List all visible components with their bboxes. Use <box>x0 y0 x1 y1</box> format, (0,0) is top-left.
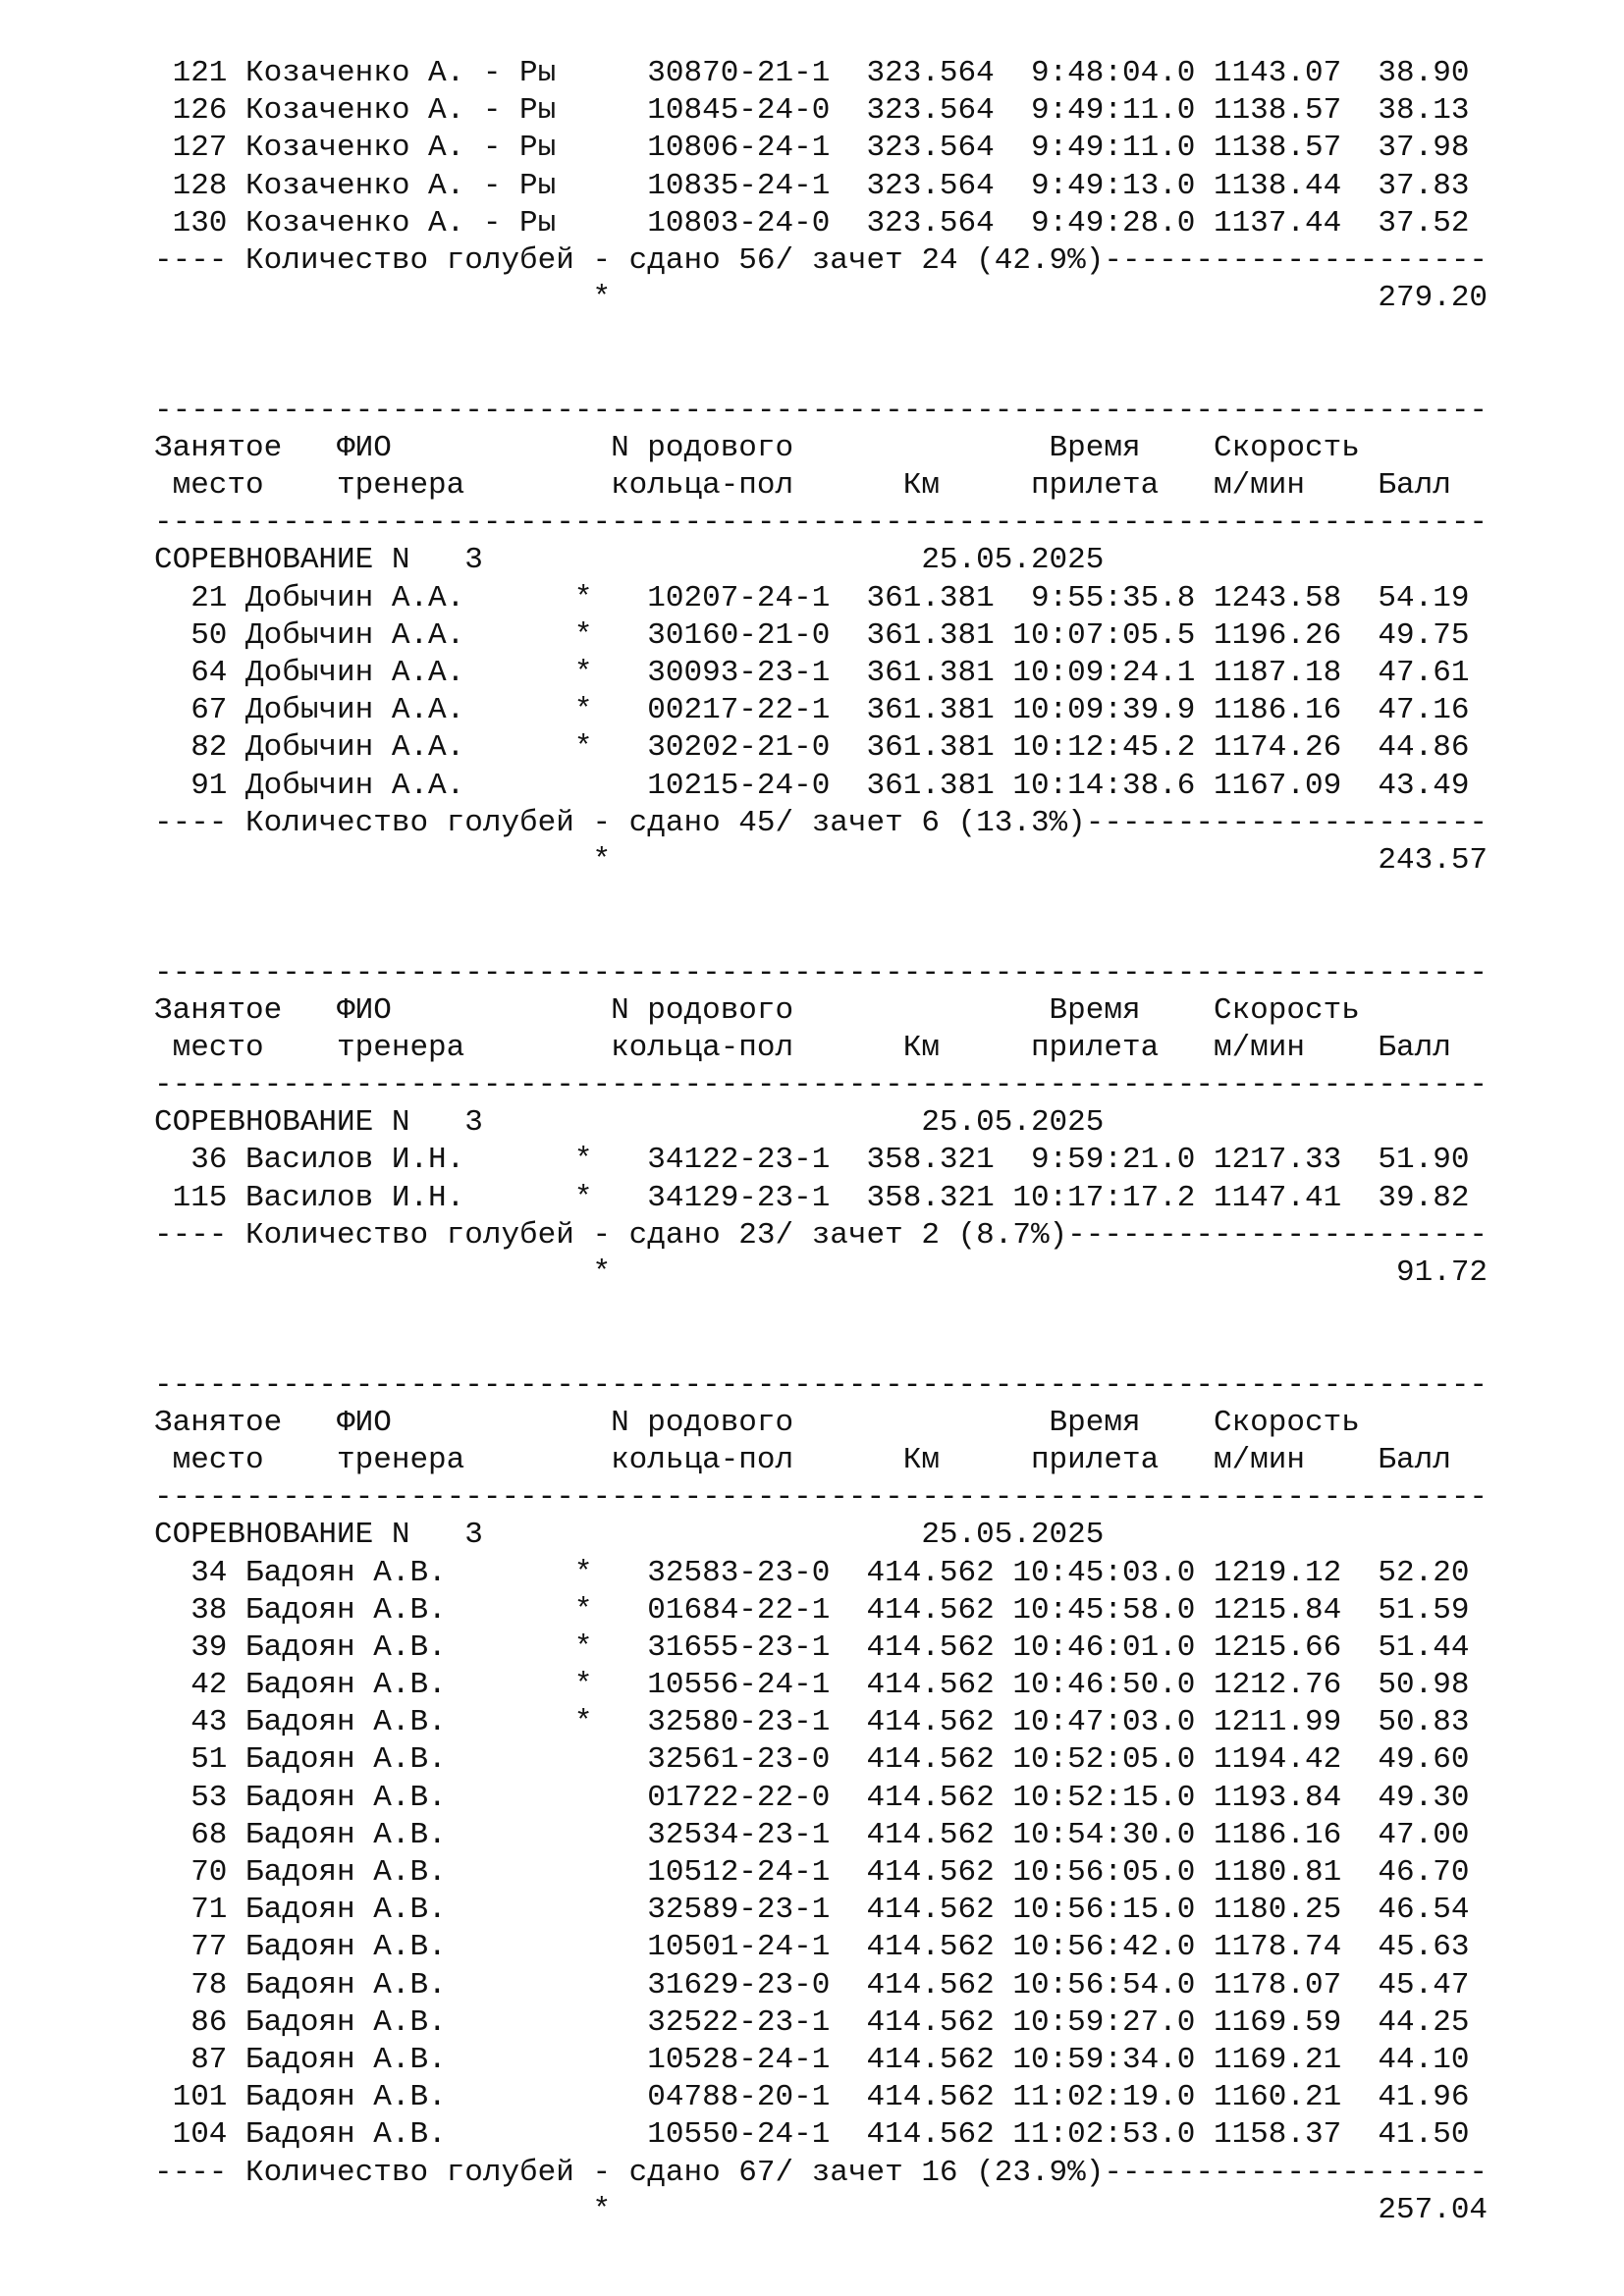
separator-line: ------------------------------------------------------------------------- <box>154 393 1489 428</box>
table-row: 121 Козаченко А. - Ры 30870-21-1 323.564 9:48:04.0 1143.07 38.90 <box>154 56 1470 90</box>
separator-line: ------------------------------------------------------------------------- <box>154 1367 1489 1403</box>
table-row: 38 Бадоян А.В. * 01684-22-1 414.562 10:45:58.0 1215.84 51.59 <box>154 1592 1470 1628</box>
table-row: 67 Добычин А.А. * 00217-22-1 361.381 10:09:39.9 1186.16 47.16 <box>154 693 1470 728</box>
competition-title: СОРЕВНОВАНИЕ N 3 25.05.2025 <box>154 1518 1105 1553</box>
table-row: 87 Бадоян А.В. 10528-24-1 414.562 10:59:34.0 1169.21 44.10 <box>154 2042 1470 2077</box>
table-header-row-1: Занятое ФИО N родового Время Скорость <box>154 430 1360 465</box>
table-row: 128 Козаченко А. - Ры 10835-24-1 323.564 9:49:13.0 1138.44 37.83 <box>154 168 1470 203</box>
table-row: 51 Бадоян А.В. 32561-23-0 414.562 10:52:05.0 1194.42 49.60 <box>154 1742 1470 1778</box>
spacer <box>154 317 1588 354</box>
total-line: * 257.04 <box>154 2192 1489 2227</box>
spacer <box>154 355 1588 393</box>
table-row: 42 Бадоян А.В. * 10556-24-1 414.562 10:46:50.0 1212.76 50.98 <box>154 1668 1470 1703</box>
results-report <box>154 55 1588 2267</box>
spacer <box>154 880 1588 917</box>
spacer <box>154 917 1588 954</box>
table-row: 71 Бадоян А.В. 32589-23-1 414.562 10:56:15.0 1180.25 46.54 <box>154 1893 1470 1928</box>
table-row: 126 Козаченко А. - Ры 10845-24-0 323.564 9:49:11.0 1138.57 38.13 <box>154 93 1470 129</box>
separator-line: ------------------------------------------------------------------------- <box>154 955 1489 990</box>
table-row: 39 Бадоян А.В. * 31655-23-1 414.562 10:46:01.0 1215.66 51.44 <box>154 1629 1470 1665</box>
table-header-row-2: место тренера кольца-пол Км прилета м/мин Балл <box>154 1030 1451 1065</box>
summary-line: ---- Количество голубей - сдано 45/ зачет 6 (13.3%)---------------------- <box>154 805 1489 840</box>
table-row: 127 Козаченко А. - Ры 10806-24-1 323.564 9:49:11.0 1138.57 37.98 <box>154 131 1470 166</box>
total-line: * 279.20 <box>154 281 1489 316</box>
table-header-row-2: место тренера кольца-пол Км прилета м/мин Балл <box>154 1442 1451 1477</box>
table-row: 130 Козаченко А. - Ры 10803-24-0 323.564 9:49:28.0 1137.44 37.52 <box>154 205 1470 240</box>
competition-title: СОРЕВНОВАНИЕ N 3 25.05.2025 <box>154 1105 1105 1141</box>
table-row: 36 Василов И.Н. * 34122-23-1 358.321 9:59:21.0 1217.33 51.90 <box>154 1143 1470 1178</box>
table-row: 91 Добычин А.А. 10215-24-0 361.381 10:14:38.6 1167.09 43.49 <box>154 768 1470 803</box>
separator-line: ------------------------------------------------------------------------- <box>154 1480 1489 1516</box>
table-row: 50 Добычин А.А. * 30160-21-0 361.381 10:07:05.5 1196.26 49.75 <box>154 617 1470 653</box>
spacer <box>154 1329 1588 1366</box>
summary-line: ---- Количество голубей - сдано 67/ зачет 16 (23.9%)--------------------- <box>154 2155 1489 2190</box>
table-row: 21 Добычин А.А. * 10207-24-1 361.381 9:55:35.8 1243.58 54.19 <box>154 580 1470 615</box>
table-row: 104 Бадоян А.В. 10550-24-1 414.562 11:02:53.0 1158.37 41.50 <box>154 2117 1470 2153</box>
separator-line: ------------------------------------------------------------------------- <box>154 506 1489 541</box>
total-line: * 243.57 <box>154 842 1489 878</box>
table-row: 82 Добычин А.А. * 30202-21-0 361.381 10:12:45.2 1174.26 44.86 <box>154 730 1470 766</box>
table-header-row-2: место тренера кольца-пол Км прилета м/мин Балл <box>154 468 1451 504</box>
table-row: 77 Бадоян А.В. 10501-24-1 414.562 10:56:42.0 1178.74 45.63 <box>154 1930 1470 1965</box>
table-row: 70 Бадоян А.В. 10512-24-1 414.562 10:56:05.0 1180.81 46.70 <box>154 1855 1470 1890</box>
table-row: 68 Бадоян А.В. 32534-23-1 414.562 10:54:30.0 1186.16 47.00 <box>154 1817 1470 1852</box>
total-line: * 91.72 <box>154 1255 1489 1290</box>
separator-line: ------------------------------------------------------------------------- <box>154 1068 1489 1103</box>
spacer <box>154 2229 1588 2267</box>
table-row: 78 Бадоян А.В. 31629-23-0 414.562 10:56:54.0 1178.07 45.47 <box>154 1967 1470 2002</box>
summary-line: ---- Количество голубей - сдано 23/ зачет 2 (8.7%)----------------------- <box>154 1217 1489 1253</box>
table-row: 34 Бадоян А.В. * 32583-23-0 414.562 10:45:03.0 1219.12 52.20 <box>154 1555 1470 1590</box>
competition-title: СОРЕВНОВАНИЕ N 3 25.05.2025 <box>154 543 1105 578</box>
table-header-row-1: Занятое ФИО N родового Время Скорость <box>154 1405 1360 1440</box>
table-row: 64 Добычин А.А. * 30093-23-1 361.381 10:09:24.1 1187.18 47.61 <box>154 656 1470 690</box>
summary-line: ---- Количество голубей - сдано 56/ зачет 24 (42.9%)--------------------- <box>154 242 1489 278</box>
table-row: 101 Бадоян А.В. 04788-20-1 414.562 11:02:19.0 1160.21 41.96 <box>154 2080 1470 2115</box>
table-row: 86 Бадоян А.В. 32522-23-1 414.562 10:59:27.0 1169.59 44.25 <box>154 2004 1470 2040</box>
table-header-row-1: Занятое ФИО N родового Время Скорость <box>154 992 1360 1028</box>
table-row: 115 Василов И.Н. * 34129-23-1 358.321 10:17:17.2 1147.41 39.82 <box>154 1180 1470 1215</box>
table-row: 53 Бадоян А.В. 01722-22-0 414.562 10:52:15.0 1193.84 49.30 <box>154 1780 1470 1815</box>
spacer <box>154 1292 1588 1329</box>
table-row: 43 Бадоян А.В. * 32580-23-1 414.562 10:47:03.0 1211.99 50.83 <box>154 1705 1470 1740</box>
